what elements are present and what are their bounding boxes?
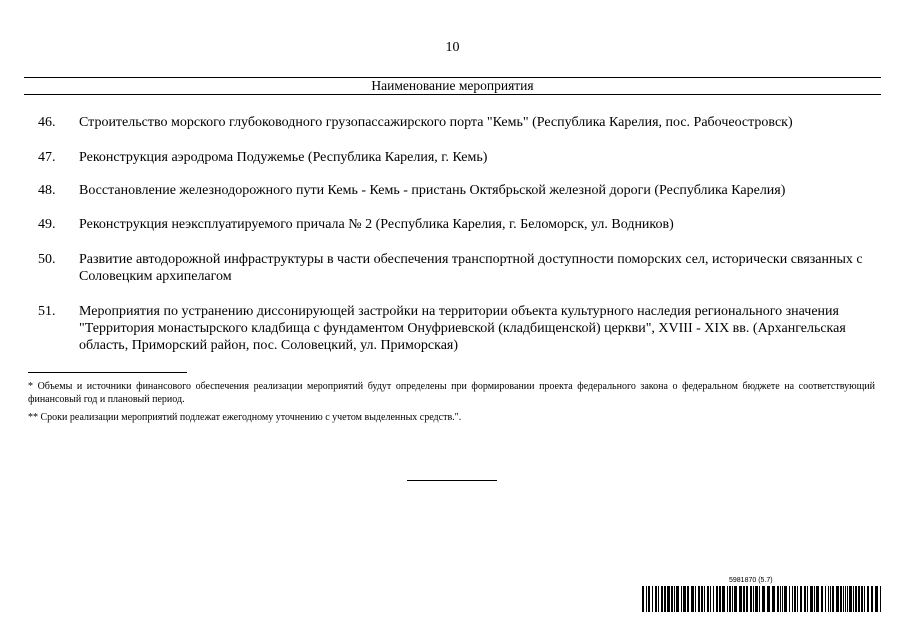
barcode-label: 5981870 (5.7) [729, 577, 773, 584]
table-header [24, 77, 881, 95]
footnote: * Объемы и источники финансового обеспечения реализации мероприятий будут определены при формировании проекта федерального закона о федеральном бюджете на соответствующий финансовый год и плановый период. [28, 381, 875, 405]
item-number: 48. [38, 183, 56, 198]
footnote-divider [28, 372, 187, 373]
item-text: Восстановление железнодорожного пути Кемь - Кемь - пристань Октябрьской железной дороги (Республика Карелия) [79, 183, 786, 198]
barcode [642, 586, 882, 612]
footnote: ** Сроки реализации мероприятий подлежат ежегодному уточнению с учетом выделенных средств.". [28, 412, 462, 423]
table-header-title: Наименование мероприятия [371, 78, 534, 93]
item-text: Развитие автодорожной инфраструктуры в части обеспечения транспортной доступности поморских сел, исторически связанных с Соловецким архипелагом [79, 252, 863, 284]
item-number: 47. [38, 150, 56, 165]
page-number: 10 [445, 40, 460, 55]
end-divider [407, 480, 497, 481]
item-number: 46. [38, 115, 56, 130]
item-text: Строительство морского глубоководного грузопассажирского порта "Кемь" (Республика Карелия, пос. Рабочеостровск) [79, 115, 793, 130]
item-number: 50. [38, 252, 56, 267]
item-number: 49. [38, 217, 56, 232]
item-text: Реконструкция неэксплуатируемого причала № 2 (Республика Карелия, г. Беломорск, ул. Водников) [79, 217, 674, 232]
item-number: 51. [38, 304, 56, 319]
item-text: Мероприятия по устранению диссонирующей застройки на территории объекта культурного наследия регионального значения "Территория монастырского кладбища с фундаментом Онуфриевской (кладбищенской) церкви", XVIII - XIX вв. (Архангельская область, Приморский район, пос. Соловецкий, ул. Приморская) [79, 304, 846, 353]
item-text: Реконструкция аэродрома Подужемье (Республика Карелия, г. Кемь) [79, 150, 488, 165]
